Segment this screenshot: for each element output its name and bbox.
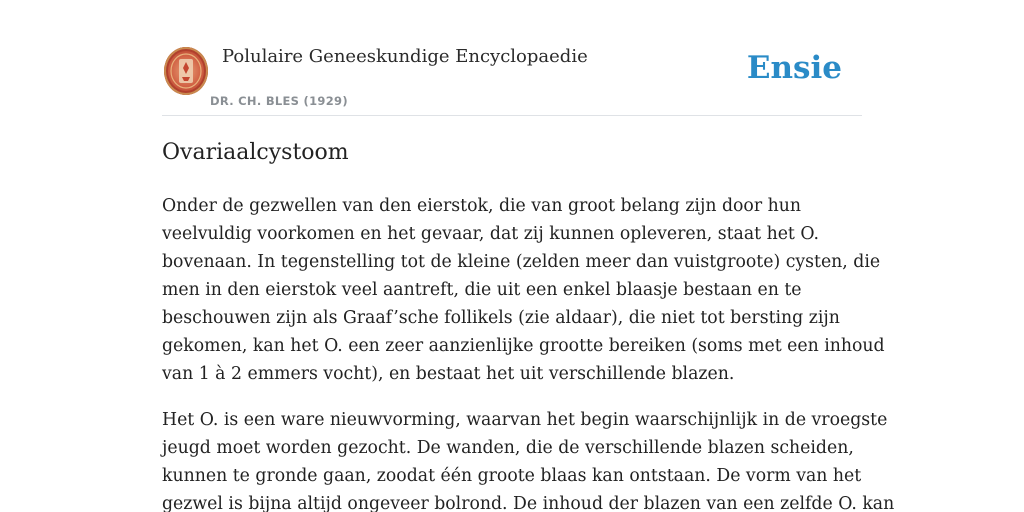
article-title: Ovariaalcystoom (162, 140, 349, 165)
paragraph-line: jeugd moet worden gezocht. De wanden, die de verschillende blazen scheiden, (162, 438, 854, 458)
paragraph-line: veelvuldig voorkomen en het gevaar, dat zij kunnen opleveren, staat het O. (162, 224, 820, 244)
paragraph-line: beschouwen zijn als Graaf’sche follikels (zie aldaar), die niet tot bersting zijn (162, 308, 840, 328)
paragraph-line: Onder de gezwellen van den eierstok, die van groot belang zijn door hun (162, 196, 801, 216)
book-title[interactable]: Polulaire Geneeskundige Encyclopaedie (222, 46, 588, 67)
paragraph-line: kunnen te gronde gaan, zoodat één groote blaas kan ontstaan. De vorm van het (162, 466, 862, 486)
article-body (162, 192, 895, 512)
paragraph-line: van 1 à 2 emmers vocht), en bestaat het uit verschillende blazen. (162, 364, 735, 384)
book-seal-icon[interactable] (164, 47, 208, 95)
paragraph-line: gekomen, kan het O. een zeer aanzienlijke grootte bereiken (soms met een inhoud (162, 336, 885, 356)
paragraph-2 (162, 406, 895, 512)
paragraph-line: Het O. is een ware nieuwvorming, waarvan het begin waarschijnlijk in de vroegste (162, 410, 888, 430)
header (162, 40, 862, 116)
paragraph-1 (162, 192, 885, 388)
paragraph-line: bovenaan. In tegenstelling tot de kleine (zelden meer dan vuistgroote) cysten, die (162, 252, 881, 272)
paragraph-line: gezwel is bijna altijd ongeveer bolrond. De inhoud der blazen van een zelfde O. kan (162, 494, 895, 512)
ensie-logo[interactable]: Ensie (746, 50, 842, 86)
book-seal-graphic (164, 47, 208, 95)
author-credit: DR. CH. BLES (1929) (210, 94, 348, 108)
paragraph-line: men in den eierstok veel aantreft, die uit een enkel blaasje bestaan en te (162, 280, 802, 300)
